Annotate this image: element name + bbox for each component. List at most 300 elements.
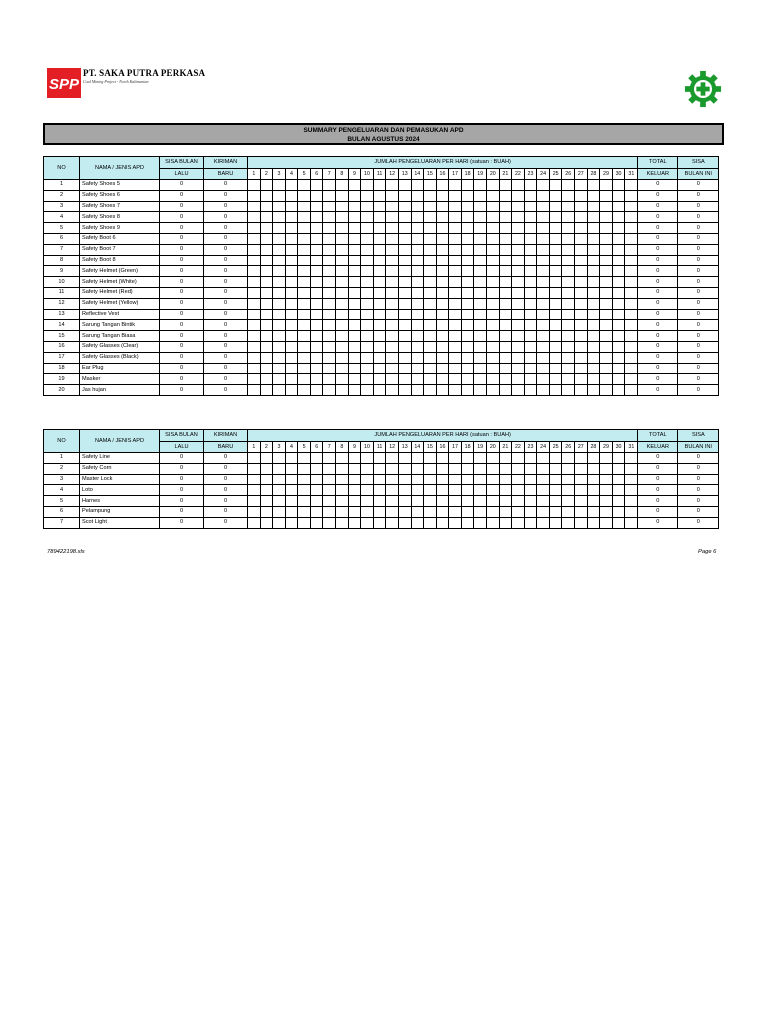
- day-cell: [436, 320, 449, 331]
- day-cell: [424, 474, 437, 485]
- table-row: [44, 341, 719, 352]
- day-cell: [361, 266, 374, 277]
- day-cell: [361, 287, 374, 298]
- day-header: 31: [625, 441, 638, 453]
- day-cell: [612, 190, 625, 201]
- day-cell: [298, 374, 311, 385]
- day-header: 23: [524, 168, 537, 180]
- day-cell: [285, 341, 298, 352]
- day-header: 11: [373, 441, 386, 453]
- day-cell: [486, 352, 499, 363]
- day-cell: [411, 255, 424, 266]
- day-cell: [398, 233, 411, 244]
- day-cell: [486, 309, 499, 320]
- day-cell: [612, 474, 625, 485]
- day-cell: [461, 223, 474, 234]
- day-cell: [298, 331, 311, 342]
- day-cell: [424, 190, 437, 201]
- day-cell: [474, 485, 487, 496]
- day-cell: [625, 496, 638, 507]
- row-kiriman: 0: [204, 298, 248, 309]
- day-cell: [436, 255, 449, 266]
- day-cell: [298, 309, 311, 320]
- day-cell: [373, 463, 386, 474]
- col-sisa-lalu-subheader: LALU: [160, 168, 204, 180]
- report-title-line2: BULAN AGUSTUS 2024: [347, 136, 420, 143]
- day-cell: [587, 309, 600, 320]
- day-cell: [436, 331, 449, 342]
- day-cell: [323, 485, 336, 496]
- day-cell: [549, 277, 562, 288]
- day-cell: [499, 474, 512, 485]
- row-no: 7: [44, 244, 80, 255]
- day-cell: [298, 352, 311, 363]
- day-cell: [285, 352, 298, 363]
- day-header: 3: [273, 441, 286, 453]
- day-cell: [424, 298, 437, 309]
- day-cell: [348, 309, 361, 320]
- day-cell: [474, 463, 487, 474]
- day-cell: [449, 517, 462, 528]
- day-cell: [348, 485, 361, 496]
- day-cell: [361, 212, 374, 223]
- day-cell: [424, 363, 437, 374]
- day-cell: [285, 474, 298, 485]
- day-cell: [512, 266, 525, 277]
- day-cell: [575, 277, 588, 288]
- row-kiriman: 0: [204, 331, 248, 342]
- col-kiriman-subheader: BARU: [204, 441, 248, 453]
- row-item-name: Safety Glasses (Black): [80, 352, 160, 363]
- row-sisa-lalu: 0: [160, 453, 204, 464]
- day-cell: [587, 463, 600, 474]
- day-cell: [512, 244, 525, 255]
- day-cell: [512, 320, 525, 331]
- day-cell: [260, 463, 273, 474]
- day-cell: [310, 374, 323, 385]
- day-header: 9: [348, 168, 361, 180]
- day-cell: [449, 506, 462, 517]
- row-sisa-ini: 0: [678, 320, 719, 331]
- day-cell: [474, 190, 487, 201]
- day-cell: [310, 385, 323, 396]
- row-kiriman: 0: [204, 485, 248, 496]
- day-cell: [486, 517, 499, 528]
- day-cell: [600, 463, 613, 474]
- day-cell: [436, 233, 449, 244]
- day-cell: [336, 506, 349, 517]
- day-cell: [562, 496, 575, 507]
- day-cell: [625, 266, 638, 277]
- day-cell: [587, 255, 600, 266]
- day-cell: [424, 180, 437, 191]
- day-cell: [449, 463, 462, 474]
- day-cell: [411, 463, 424, 474]
- day-cell: [323, 496, 336, 507]
- day-cell: [285, 496, 298, 507]
- day-cell: [562, 374, 575, 385]
- row-no: 10: [44, 277, 80, 288]
- day-cell: [562, 277, 575, 288]
- day-header: 29: [600, 168, 613, 180]
- day-cell: [336, 223, 349, 234]
- day-cell: [285, 309, 298, 320]
- day-cell: [398, 331, 411, 342]
- day-cell: [361, 474, 374, 485]
- day-cell: [373, 255, 386, 266]
- day-header: 13: [398, 441, 411, 453]
- day-cell: [386, 277, 399, 288]
- day-header: 19: [474, 168, 487, 180]
- row-sisa-ini: 0: [678, 506, 719, 517]
- day-cell: [612, 374, 625, 385]
- day-cell: [323, 233, 336, 244]
- day-cell: [512, 485, 525, 496]
- day-cell: [587, 341, 600, 352]
- day-header: 25: [549, 441, 562, 453]
- day-cell: [361, 223, 374, 234]
- day-header: 18: [461, 168, 474, 180]
- day-cell: [499, 363, 512, 374]
- day-cell: [373, 298, 386, 309]
- day-cell: [600, 374, 613, 385]
- day-header: 20: [486, 441, 499, 453]
- row-no: 6: [44, 506, 80, 517]
- day-cell: [449, 212, 462, 223]
- day-cell: [449, 201, 462, 212]
- day-cell: [398, 309, 411, 320]
- document-header: [47, 66, 727, 112]
- day-cell: [549, 201, 562, 212]
- day-cell: [348, 374, 361, 385]
- row-total-keluar: 0: [638, 255, 678, 266]
- day-cell: [486, 190, 499, 201]
- day-cell: [524, 506, 537, 517]
- row-sisa-lalu: 0: [160, 298, 204, 309]
- day-cell: [537, 485, 550, 496]
- row-kiriman: 0: [204, 309, 248, 320]
- day-cell: [273, 363, 286, 374]
- day-cell: [361, 374, 374, 385]
- day-cell: [625, 233, 638, 244]
- day-cell: [600, 474, 613, 485]
- day-cell: [549, 244, 562, 255]
- row-sisa-lalu: 0: [160, 341, 204, 352]
- day-cell: [373, 374, 386, 385]
- day-cell: [549, 453, 562, 464]
- day-cell: [524, 341, 537, 352]
- day-cell: [310, 190, 323, 201]
- row-sisa-ini: 0: [678, 201, 719, 212]
- day-cell: [373, 223, 386, 234]
- day-cell: [260, 212, 273, 223]
- row-item-name: Safety Glasses (Clear): [80, 341, 160, 352]
- day-cell: [285, 298, 298, 309]
- row-sisa-lalu: 0: [160, 474, 204, 485]
- day-cell: [248, 331, 261, 342]
- day-cell: [524, 233, 537, 244]
- day-header: 15: [424, 168, 437, 180]
- day-cell: [512, 506, 525, 517]
- day-cell: [499, 309, 512, 320]
- day-header: 26: [562, 441, 575, 453]
- day-header: 27: [575, 441, 588, 453]
- day-header: 23: [524, 441, 537, 453]
- day-cell: [575, 385, 588, 396]
- day-cell: [248, 517, 261, 528]
- day-cell: [562, 352, 575, 363]
- row-item-name: Safety Shoes 7: [80, 201, 160, 212]
- day-cell: [461, 517, 474, 528]
- day-cell: [600, 341, 613, 352]
- day-cell: [562, 287, 575, 298]
- day-cell: [612, 233, 625, 244]
- day-cell: [361, 277, 374, 288]
- day-cell: [361, 453, 374, 464]
- day-cell: [336, 309, 349, 320]
- day-cell: [436, 352, 449, 363]
- day-cell: [424, 352, 437, 363]
- day-cell: [248, 223, 261, 234]
- day-header: 30: [612, 441, 625, 453]
- day-cell: [575, 453, 588, 464]
- day-cell: [310, 352, 323, 363]
- table-header-row: [44, 157, 719, 169]
- day-cell: [361, 309, 374, 320]
- day-cell: [562, 453, 575, 464]
- day-cell: [411, 453, 424, 464]
- day-cell: [273, 180, 286, 191]
- day-cell: [587, 287, 600, 298]
- day-cell: [486, 496, 499, 507]
- day-cell: [587, 517, 600, 528]
- day-cell: [436, 485, 449, 496]
- day-cell: [612, 309, 625, 320]
- day-cell: [398, 298, 411, 309]
- day-cell: [474, 309, 487, 320]
- day-cell: [524, 485, 537, 496]
- day-cell: [474, 385, 487, 396]
- row-total-keluar: 0: [638, 496, 678, 507]
- day-cell: [575, 212, 588, 223]
- day-cell: [587, 266, 600, 277]
- day-cell: [411, 244, 424, 255]
- day-cell: [336, 287, 349, 298]
- day-cell: [298, 223, 311, 234]
- day-cell: [612, 277, 625, 288]
- day-cell: [285, 277, 298, 288]
- day-cell: [537, 374, 550, 385]
- day-cell: [625, 331, 638, 342]
- row-sisa-lalu: 0: [160, 496, 204, 507]
- day-cell: [436, 374, 449, 385]
- day-cell: [398, 212, 411, 223]
- day-cell: [436, 363, 449, 374]
- day-cell: [285, 244, 298, 255]
- day-cell: [386, 266, 399, 277]
- day-cell: [398, 385, 411, 396]
- day-cell: [461, 463, 474, 474]
- day-cell: [260, 506, 273, 517]
- day-cell: [310, 309, 323, 320]
- day-cell: [486, 341, 499, 352]
- day-cell: [336, 385, 349, 396]
- day-cell: [323, 463, 336, 474]
- row-sisa-ini: 0: [678, 277, 719, 288]
- day-cell: [424, 506, 437, 517]
- day-cell: [461, 341, 474, 352]
- day-cell: [323, 453, 336, 464]
- day-cell: [323, 287, 336, 298]
- day-cell: [461, 309, 474, 320]
- row-total-keluar: 0: [638, 298, 678, 309]
- day-cell: [248, 309, 261, 320]
- day-cell: [612, 287, 625, 298]
- day-cell: [436, 453, 449, 464]
- day-cell: [499, 374, 512, 385]
- day-cell: [499, 212, 512, 223]
- day-cell: [386, 233, 399, 244]
- row-no: 1: [44, 453, 80, 464]
- day-cell: [285, 201, 298, 212]
- day-cell: [575, 352, 588, 363]
- day-cell: [600, 506, 613, 517]
- day-cell: [612, 352, 625, 363]
- day-cell: [449, 244, 462, 255]
- table-header-row: [44, 430, 719, 442]
- day-cell: [549, 463, 562, 474]
- row-sisa-ini: 0: [678, 374, 719, 385]
- row-no: 7: [44, 517, 80, 528]
- day-cell: [411, 352, 424, 363]
- day-cell: [260, 341, 273, 352]
- day-cell: [248, 485, 261, 496]
- row-sisa-lalu: 0: [160, 201, 204, 212]
- day-cell: [248, 201, 261, 212]
- day-cell: [461, 331, 474, 342]
- day-cell: [323, 517, 336, 528]
- day-cell: [625, 385, 638, 396]
- day-cell: [336, 331, 349, 342]
- day-cell: [336, 363, 349, 374]
- day-cell: [499, 244, 512, 255]
- day-cell: [612, 517, 625, 528]
- day-cell: [298, 277, 311, 288]
- company-name: PT. SAKA PUTRA PERKASA: [83, 68, 206, 78]
- day-cell: [398, 496, 411, 507]
- day-cell: [512, 474, 525, 485]
- day-cell: [398, 223, 411, 234]
- day-cell: [373, 309, 386, 320]
- day-cell: [549, 363, 562, 374]
- day-cell: [461, 363, 474, 374]
- day-cell: [612, 463, 625, 474]
- row-kiriman: 0: [204, 474, 248, 485]
- day-cell: [310, 255, 323, 266]
- row-total-keluar: 0: [638, 233, 678, 244]
- day-cell: [273, 233, 286, 244]
- row-sisa-lalu: 0: [160, 309, 204, 320]
- day-cell: [474, 266, 487, 277]
- day-cell: [336, 212, 349, 223]
- day-cell: [537, 277, 550, 288]
- day-cell: [386, 463, 399, 474]
- day-cell: [398, 255, 411, 266]
- table-row: [44, 374, 719, 385]
- day-cell: [600, 309, 613, 320]
- day-header: 11: [373, 168, 386, 180]
- day-cell: [310, 506, 323, 517]
- day-cell: [411, 474, 424, 485]
- row-kiriman: 0: [204, 287, 248, 298]
- day-cell: [600, 212, 613, 223]
- day-cell: [587, 190, 600, 201]
- day-cell: [285, 363, 298, 374]
- day-cell: [486, 474, 499, 485]
- day-cell: [587, 223, 600, 234]
- day-cell: [373, 233, 386, 244]
- day-cell: [310, 244, 323, 255]
- day-cell: [248, 190, 261, 201]
- table-row: [44, 180, 719, 191]
- day-cell: [361, 506, 374, 517]
- day-cell: [273, 517, 286, 528]
- day-cell: [298, 255, 311, 266]
- day-cell: [361, 341, 374, 352]
- row-total-keluar: 0: [638, 363, 678, 374]
- day-cell: [612, 496, 625, 507]
- day-header: 13: [398, 168, 411, 180]
- row-kiriman: 0: [204, 453, 248, 464]
- day-cell: [587, 385, 600, 396]
- row-sisa-lalu: 0: [160, 287, 204, 298]
- day-cell: [625, 287, 638, 298]
- day-cell: [524, 180, 537, 191]
- row-item-name: Ear Plug: [80, 363, 160, 374]
- row-item-name: Safety Shoes 8: [80, 212, 160, 223]
- day-cell: [486, 298, 499, 309]
- day-cell: [386, 201, 399, 212]
- row-item-name: Safety Boot 6: [80, 233, 160, 244]
- day-cell: [512, 385, 525, 396]
- day-cell: [600, 223, 613, 234]
- day-cell: [600, 320, 613, 331]
- row-no: 9: [44, 266, 80, 277]
- col-name-header: NAMA / JENIS APD: [80, 430, 160, 453]
- day-cell: [524, 385, 537, 396]
- day-cell: [373, 244, 386, 255]
- day-cell: [449, 374, 462, 385]
- day-cell: [310, 341, 323, 352]
- row-item-name: Reflective Vest: [80, 309, 160, 320]
- day-cell: [411, 298, 424, 309]
- day-cell: [260, 287, 273, 298]
- row-no: 17: [44, 352, 80, 363]
- day-cell: [587, 233, 600, 244]
- day-cell: [248, 453, 261, 464]
- day-cell: [260, 309, 273, 320]
- day-cell: [474, 453, 487, 464]
- day-cell: [248, 180, 261, 191]
- day-cell: [587, 201, 600, 212]
- day-cell: [575, 180, 588, 191]
- row-total-keluar: 0: [638, 385, 678, 396]
- row-no: 2: [44, 190, 80, 201]
- day-cell: [587, 363, 600, 374]
- row-sisa-lalu: 0: [160, 244, 204, 255]
- day-cell: [612, 201, 625, 212]
- day-cell: [336, 180, 349, 191]
